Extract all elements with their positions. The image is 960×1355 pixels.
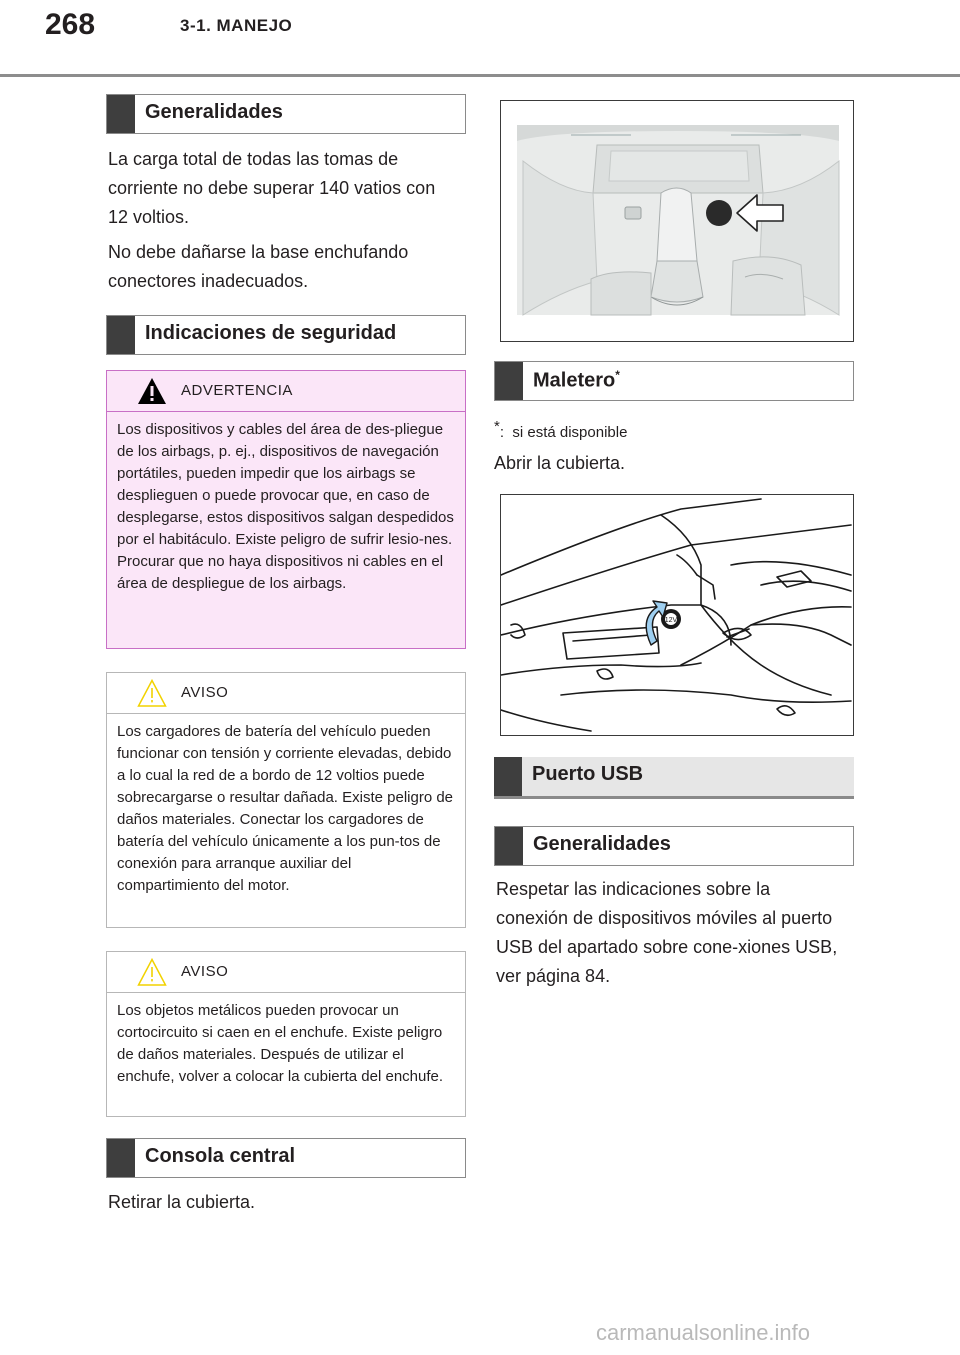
heading-text: Maletero (533, 369, 616, 392)
section-bar (495, 827, 523, 865)
availability-asterisk: * (615, 368, 620, 382)
paragraph: La carga total de todas las tomas de corriente no debe superar 140 vatios con 12 voltios. (108, 149, 436, 227)
section-heading: Generalidades (145, 101, 283, 123)
page-number: 268 (45, 8, 96, 41)
section-heading: Generalidades (533, 833, 671, 855)
section-bar (495, 362, 523, 400)
notice-title: AVISO (181, 684, 229, 701)
notice-box (106, 672, 466, 928)
chapter-title: 3-1. MANEJO (180, 16, 293, 35)
warning-title: ADVERTENCIA (181, 382, 293, 399)
warning-text: Los dispositivos y cables del área de des-pliegue de los airbags, p. ej., dispositivos de navegación portátiles, pueden impedir que los airbags se desplieguen o puede provocar que, en caso de desplegarse, estos dispositivos salgan despedidos por el habitáculo. Existe peligro de sufrir lesio-nes. Procurar que no haya dispositivos ni cables en el área de despliegue de los airbags. (117, 421, 454, 592)
section-maletero (494, 361, 854, 401)
section-heading (533, 368, 620, 393)
figure-trunk-socket (500, 494, 854, 736)
section-consola-central (106, 1138, 466, 1178)
caution-triangle-icon (137, 679, 167, 707)
center-console-illustration (501, 101, 853, 341)
notice-text: Los objetos metálicos pueden provocar un cortocircuito si caen en el enchufe. Existe peligro de daños materiales. Después de utilizar el enchufe, volver a colocar la cubierta del enchufe. (117, 1002, 444, 1085)
watermark: carmanualsonline.info (596, 1320, 811, 1345)
section-seguridad (106, 315, 466, 355)
section-generalidades (106, 94, 466, 134)
warning-header (107, 371, 465, 412)
notice-title: AVISO (181, 963, 229, 980)
footnote (494, 418, 627, 441)
footnote-text: si está disponible (512, 424, 628, 441)
footnote-mark: * (494, 418, 500, 435)
section-bar (107, 95, 135, 133)
socket-label: 12V (664, 617, 678, 624)
warning-box (106, 370, 466, 649)
notice-header (107, 952, 465, 993)
section-heading: Consola central (145, 1145, 296, 1167)
section-puerto-usb (494, 757, 854, 799)
generalidades-body (108, 145, 460, 302)
usb-body: Respetar las indicaciones sobre la conexión de dispositivos móviles al puerto USB del apartado sobre cone-xiones USB, ver página 84. (496, 879, 838, 986)
section-bar (107, 1139, 135, 1177)
section-bar (107, 316, 135, 354)
footnote-separator: : (499, 424, 505, 441)
caution-triangle-icon (137, 958, 167, 986)
notice-box (106, 951, 466, 1117)
warning-triangle-icon (137, 377, 167, 405)
section-heading: Indicaciones de seguridad (145, 322, 397, 344)
section-heading: Puerto USB (532, 763, 644, 785)
paragraph: No debe dañarse la base enchufando conectores inadecuados. (108, 242, 409, 291)
notice-header (107, 673, 465, 714)
notice-text: Los cargadores de batería del vehículo pueden funcionar con tensión y corriente elevadas, debido a lo cual la red de a bordo de 12 voltios puede sobrecargarse o resultar dañada. Existe peligro de daños materiales. Conectar los cargadores de batería del vehículo únicamente a los pun-tos de conexión para arranque auxiliar del compartimiento del motor. (117, 723, 454, 894)
trunk-socket-illustration (501, 495, 853, 735)
section-generalidades-usb (494, 826, 854, 866)
header-rule (0, 74, 960, 77)
figure-center-console (500, 100, 854, 342)
section-bar (494, 757, 522, 796)
consola-body: Retirar la cubierta. (108, 1192, 256, 1212)
maletero-body: Abrir la cubierta. (494, 453, 626, 473)
